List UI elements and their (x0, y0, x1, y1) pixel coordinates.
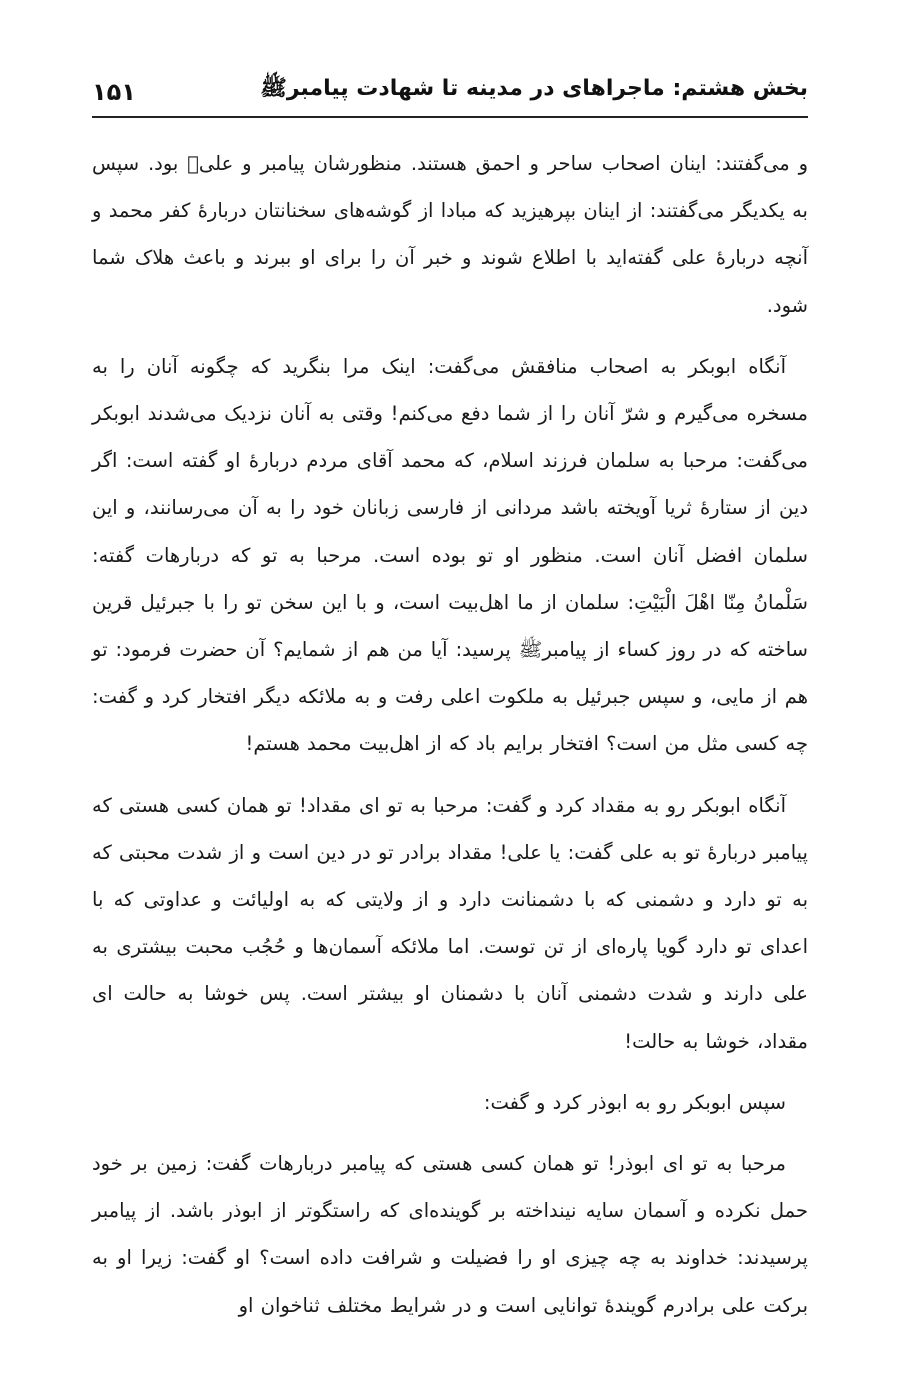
header-rule (92, 116, 808, 118)
paragraph-5: مرحبا به تو ای ابوذر! تو همان کسی هستی که پیامبر دربارهات گفت: زمین بر خود حمل نکرده و آسمان سایه نینداخته بر گوینده‌ای که راستگوتر از ابوذر باشد. از پیامبر پرسیدند: خداوند به چه چیزی او را فضیلت و شرافت داده است؟ او گفت: زیرا او به برکت علی برادرم گویندهٔ توانایی است و در شرایط مختلف ثناخوان او (92, 1152, 808, 1317)
paragraph-2: آنگاه ابوبکر به اصحاب منافقش می‌گفت: اینک مرا بنگرید که چگونه آنان را به مسخره می‌گیرم و شرّ آنان را از شما دفع می‌کنم! وقتی به آنان نزدیک می‌شدند ابوبکر می‌گفت: مرحبا به سلمان فرزند اسلام، که محمد آقای مردم دربارهٔ او گفته است: اگر دین از ستارهٔ ثریا آویخته باشد مردانی از فارسی زبانان خود را به آن می‌رسانند، و این سلمان افضل آنان است. منظور او تو بوده است. مرحبا به تو که دربارهات گفته: سَلْمانُ مِنّا اهْلَ الْبَیْتِ: سلمان از ما اهل‌بیت است، و با این سخن تو را با جبرئیل قرین ساخته که در روز کساء از پیامبرﷺ پرسید: آیا من هم از شمایم؟ آن حضرت فرمود: تو هم از مایی، و سپس جبرئیل به ملکوت اعلی رفت و به ملائکه دیگر افتخار کرد و گفت: چه کسی مثل من است؟ افتخار برایم باد که از اهل‌بیت محمد هستم! (92, 354, 808, 756)
page-header (92, 66, 808, 106)
paragraph-3: آنگاه ابوبکر رو به مقداد کرد و گفت: مرحبا به تو ای مقداد! تو همان کسی هستی که پیامبر دربارهٔ تو به علی گفت: یا علی! مقداد برادر تو در دین است و از شدت محبتی که به تو دارد و دشمنی که با دشمنانت دارد و از ولایتی که به اولیائت و عداوتی که با اعدای تو دارد گویا پاره‌ای از تن توست. اما ملائکه آسمان‌ها و حُجُب محبت بیشتری به علی دارند و شدت دشمنی آنان با دشمنان او بیشتر است. پس خوشا به حالت ای مقداد، خوشا به حالت! (92, 793, 808, 1053)
paragraph-1: و می‌گفتند: اینان اصحاب ساحر و احمق هستند. منظورشان پیامبر و علیؑ بود. سپس به یکدیگر می‌گفتند: از اینان بپرهیزید که مبادا از گوشه‌های سخنانتان دربارهٔ کفر محمد و آنچه دربارهٔ علی گفته‌اید با اطلاع شوند و خبر آن را برای او ببرند و باعث هلاک شما شود. (92, 152, 808, 317)
body-text (92, 140, 808, 1343)
book-page (92, 0, 808, 1390)
paragraph-4: سپس ابوبکر رو به ابوذر کرد و گفت: (483, 1090, 786, 1114)
page-number: ۱۵۱ (92, 78, 136, 106)
running-title: بخش هشتم: ماجراهای در مدینه تا شهادت پیامبرﷺ (260, 76, 808, 101)
